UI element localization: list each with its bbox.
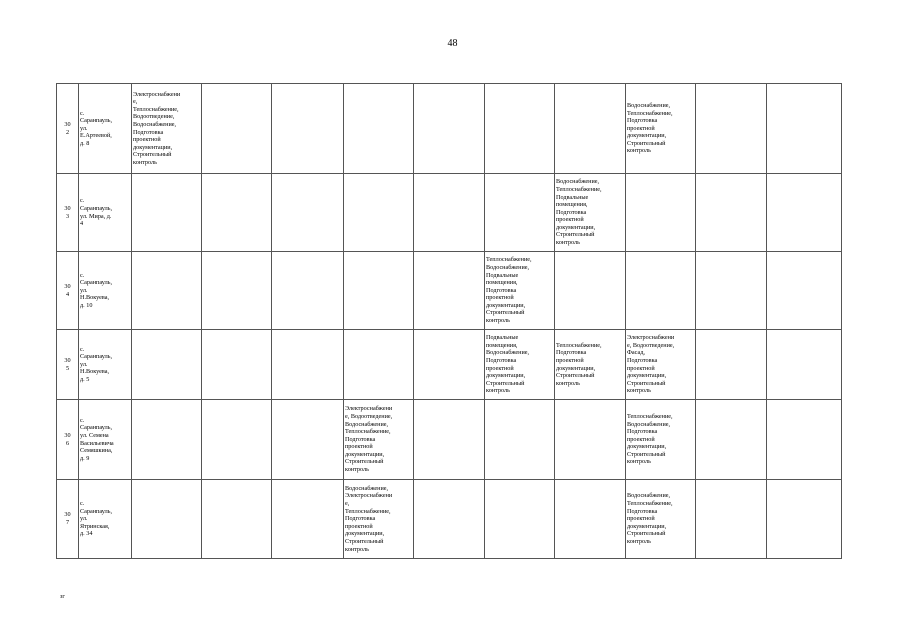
empty-cell xyxy=(767,174,842,252)
cell-line: Водоснабжение, xyxy=(556,178,600,186)
address-cell xyxy=(79,174,132,252)
address-cell xyxy=(79,330,132,400)
cell-line: проектной xyxy=(627,364,655,372)
address-cell xyxy=(79,400,132,480)
cell-line: д. 9 xyxy=(80,454,90,462)
cell-line: Строительный xyxy=(486,309,525,317)
cell-line: е, xyxy=(345,500,350,508)
empty-cell xyxy=(414,480,485,559)
cell-line: 30 xyxy=(64,282,71,290)
cell-line: Теплоснабжение, xyxy=(556,185,602,193)
work-cell xyxy=(555,84,626,174)
work-cell xyxy=(626,174,696,252)
cell-line: Саранпауль, xyxy=(80,279,113,287)
work-cell xyxy=(626,330,696,400)
cell-line: Строительный xyxy=(627,450,666,458)
cell-line: контроль xyxy=(345,545,369,553)
cell-line: с. xyxy=(80,197,85,205)
cell-line: ул. xyxy=(80,286,88,294)
cell-line: Подготовка xyxy=(627,507,658,515)
cell-line: проектной xyxy=(627,435,655,443)
cell-line: Васильевича xyxy=(80,439,114,447)
cell-line: контроль xyxy=(627,387,651,395)
empty-cell xyxy=(414,174,485,252)
cell-line: контроль xyxy=(345,466,369,474)
cell-line: контроль xyxy=(486,317,510,325)
empty-cell xyxy=(272,252,344,330)
empty-cell xyxy=(414,252,485,330)
empty-cell xyxy=(202,330,272,400)
work-cell xyxy=(485,174,555,252)
empty-cell xyxy=(696,84,767,174)
empty-cell xyxy=(696,174,767,252)
cell-line: Строительный xyxy=(486,379,525,387)
table-row xyxy=(57,252,842,330)
cell-line: Подготовка xyxy=(627,356,658,364)
work-cell xyxy=(344,400,414,480)
cell-line: документации, xyxy=(486,372,526,380)
cell-line: контроль xyxy=(627,537,651,545)
cell-line: Саранпауль, xyxy=(80,353,113,361)
cell-line: документации, xyxy=(627,132,667,140)
cell-line: 30 xyxy=(64,431,71,439)
row-number xyxy=(57,174,79,252)
address-cell xyxy=(79,480,132,559)
work-cell xyxy=(555,174,626,252)
work-cell xyxy=(132,174,202,252)
cell-line: Водоснабжение, xyxy=(345,420,389,428)
cell-line: д. 34 xyxy=(80,530,93,538)
cell-line: Электроснабжени xyxy=(133,90,181,98)
empty-cell xyxy=(202,400,272,480)
cell-line: д. 5 xyxy=(80,375,90,383)
work-schedule-table xyxy=(56,83,842,559)
work-cell xyxy=(132,480,202,559)
cell-line: с. xyxy=(80,416,85,424)
cell-line: е, Водоотведение, xyxy=(345,412,393,420)
cell-line: Водоснабжение, xyxy=(486,349,530,357)
cell-line: 4 xyxy=(65,290,70,298)
cell-line: Саранпауль, xyxy=(80,204,113,212)
cell-line: Подвальные xyxy=(486,334,519,342)
empty-cell xyxy=(696,400,767,480)
cell-line: Электроснабжени xyxy=(345,405,393,413)
address-cell xyxy=(79,84,132,174)
table-row xyxy=(57,174,842,252)
cell-line: с. xyxy=(80,271,85,279)
cell-line: проектной xyxy=(486,294,514,302)
cell-line: 30 xyxy=(64,356,71,364)
cell-line: Электроснабжени xyxy=(345,492,393,500)
cell-line: Ятринская, xyxy=(80,522,110,530)
cell-line: документации, xyxy=(345,450,385,458)
cell-line: 30 xyxy=(64,511,71,519)
cell-line: ул. Мира, д. xyxy=(80,212,112,220)
address-cell xyxy=(79,252,132,330)
cell-line: Водоснабжение, xyxy=(133,120,177,128)
cell-line: Н.Вокуева, xyxy=(80,294,110,302)
cell-line: Строительный xyxy=(627,139,666,147)
empty-cell xyxy=(272,84,344,174)
cell-line: Электроснабжени xyxy=(627,334,675,342)
cell-line: Н.Вокуева, xyxy=(80,368,110,376)
cell-line: проектной xyxy=(556,216,584,224)
cell-line: д. 10 xyxy=(80,301,93,309)
cell-line: 6 xyxy=(65,439,70,447)
cell-line: контроль xyxy=(627,147,651,155)
work-cell xyxy=(344,84,414,174)
empty-cell xyxy=(414,84,485,174)
cell-line: ул. Семена xyxy=(80,431,109,439)
cell-line: Теплоснабжение, xyxy=(556,341,602,349)
empty-cell xyxy=(767,330,842,400)
cell-line: Водоснабжение, xyxy=(627,420,671,428)
cell-line: д. 8 xyxy=(80,139,90,147)
cell-line: Подготовка xyxy=(556,349,587,357)
cell-line: Е.Артеевой, xyxy=(80,132,112,140)
cell-line: документации, xyxy=(133,143,173,151)
cell-line: Саранпауль, xyxy=(80,117,113,125)
cell-line: документации, xyxy=(486,301,526,309)
empty-cell xyxy=(272,480,344,559)
cell-line: проектной xyxy=(627,515,655,523)
work-cell xyxy=(626,84,696,174)
cell-line: проектной xyxy=(556,356,584,364)
cell-line: ул. xyxy=(80,360,88,368)
cell-line: Теплоснабжение, xyxy=(627,500,673,508)
cell-line: Саранпауль, xyxy=(80,424,113,432)
cell-line: Строительный xyxy=(556,231,595,239)
cell-line: 3 xyxy=(65,212,70,220)
cell-line: е, Водоотведение, xyxy=(627,341,675,349)
cell-line: Водоснабжение, xyxy=(627,492,671,500)
cell-line: Подвальные xyxy=(556,193,589,201)
cell-line: проектной xyxy=(627,124,655,132)
cell-line: с. xyxy=(80,345,85,353)
cell-line: Саранпауль, xyxy=(80,507,113,515)
cell-line: Водоснабжение, xyxy=(486,263,530,271)
cell-line: Подготовка xyxy=(627,117,658,125)
cell-line: Водоотведение, xyxy=(133,113,175,121)
empty-cell xyxy=(696,330,767,400)
cell-line: помещения, xyxy=(486,279,518,287)
cell-line: Подготовка xyxy=(345,515,376,523)
empty-cell xyxy=(202,480,272,559)
work-cell xyxy=(132,400,202,480)
cell-line: Теплоснабжение, xyxy=(133,105,179,113)
work-cell xyxy=(626,252,696,330)
empty-cell xyxy=(272,174,344,252)
empty-cell xyxy=(696,480,767,559)
work-cell xyxy=(485,400,555,480)
cell-line: 2 xyxy=(65,128,70,136)
cell-line: документации, xyxy=(627,372,667,380)
work-cell xyxy=(132,252,202,330)
empty-cell xyxy=(202,252,272,330)
cell-line: Теплоснабжение, xyxy=(345,507,391,515)
cell-line: проектной xyxy=(345,522,373,530)
cell-line: Теплоснабжение, xyxy=(627,412,673,420)
cell-line: Строительный xyxy=(627,530,666,538)
cell-line: Подготовка xyxy=(133,128,164,136)
cell-line: помещения, xyxy=(486,341,518,349)
table-row xyxy=(57,400,842,480)
cell-line: Строительный xyxy=(556,372,595,380)
cell-line: контроль xyxy=(556,239,580,247)
empty-cell xyxy=(202,84,272,174)
work-cell xyxy=(344,480,414,559)
row-number xyxy=(57,330,79,400)
work-cell xyxy=(626,480,696,559)
page-number: 48 xyxy=(447,38,458,49)
cell-line: 7 xyxy=(65,519,70,526)
cell-line: с. xyxy=(80,500,85,508)
empty-cell xyxy=(414,330,485,400)
cell-line: 30 xyxy=(64,204,71,212)
work-cell xyxy=(344,174,414,252)
cell-line: Теплоснабжение, xyxy=(345,428,391,436)
cell-line: контроль xyxy=(627,458,651,466)
work-cell xyxy=(555,480,626,559)
work-cell xyxy=(555,400,626,480)
cell-line: Семяшкина, xyxy=(80,447,113,455)
cell-line: Строительный xyxy=(345,537,384,545)
cell-line: Водоснабжение, xyxy=(627,101,671,109)
cell-line: проектной xyxy=(133,136,161,144)
cell-line: Подготовка xyxy=(627,428,658,436)
work-cell xyxy=(485,480,555,559)
cell-line: Строительный xyxy=(345,458,384,466)
empty-cell xyxy=(767,480,842,559)
cell-line: ул. xyxy=(80,515,88,523)
work-cell xyxy=(626,400,696,480)
work-cell xyxy=(555,252,626,330)
cell-line: Подготовка xyxy=(556,208,587,216)
work-cell xyxy=(485,84,555,174)
cell-line: документации, xyxy=(556,223,596,231)
work-cell xyxy=(555,330,626,400)
cell-line: Теплоснабжение, xyxy=(486,256,532,264)
cell-line: документации, xyxy=(556,364,596,372)
cell-line: с. xyxy=(80,109,85,117)
table-row xyxy=(57,330,842,400)
footer-mark: зг xyxy=(60,594,65,600)
work-cell xyxy=(344,252,414,330)
empty-cell xyxy=(767,400,842,480)
cell-line: Водоснабжение, xyxy=(345,484,389,492)
empty-cell xyxy=(272,330,344,400)
cell-line: Строительный xyxy=(133,151,172,159)
empty-cell xyxy=(414,400,485,480)
cell-line: документации, xyxy=(345,530,385,538)
cell-line: проектной xyxy=(486,364,514,372)
row-number xyxy=(57,400,79,480)
cell-line: контроль xyxy=(133,158,157,166)
cell-line: Подготовка xyxy=(345,435,376,443)
empty-cell xyxy=(767,252,842,330)
work-cell xyxy=(485,252,555,330)
empty-cell xyxy=(696,252,767,330)
work-cell xyxy=(132,330,202,400)
cell-line: 5 xyxy=(65,364,70,372)
work-cell xyxy=(485,330,555,400)
work-cell xyxy=(132,84,202,174)
cell-line: помещения, xyxy=(556,201,588,209)
table-row xyxy=(57,84,842,174)
cell-line: Теплоснабжение, xyxy=(627,109,673,117)
cell-line: контроль xyxy=(556,379,580,387)
row-number xyxy=(57,252,79,330)
cell-line: 4 xyxy=(80,220,84,228)
row-number xyxy=(57,84,79,174)
cell-line: Строительный xyxy=(627,379,666,387)
cell-line: 30 xyxy=(64,120,71,128)
row-number xyxy=(57,480,79,559)
empty-cell xyxy=(767,84,842,174)
cell-line: е, xyxy=(133,98,138,106)
empty-cell xyxy=(202,174,272,252)
cell-line: Подвальные xyxy=(486,271,519,279)
work-cell xyxy=(344,330,414,400)
cell-line: Фасад, xyxy=(627,349,645,357)
empty-cell xyxy=(272,400,344,480)
cell-line: документации, xyxy=(627,443,667,451)
table-row xyxy=(57,480,842,559)
cell-line: Подготовка xyxy=(486,356,517,364)
cell-line: контроль xyxy=(486,387,510,395)
cell-line: проектной xyxy=(345,443,373,451)
cell-line: Подготовка xyxy=(486,286,517,294)
cell-line: ул. xyxy=(80,124,88,132)
cell-line: документации, xyxy=(627,522,667,530)
